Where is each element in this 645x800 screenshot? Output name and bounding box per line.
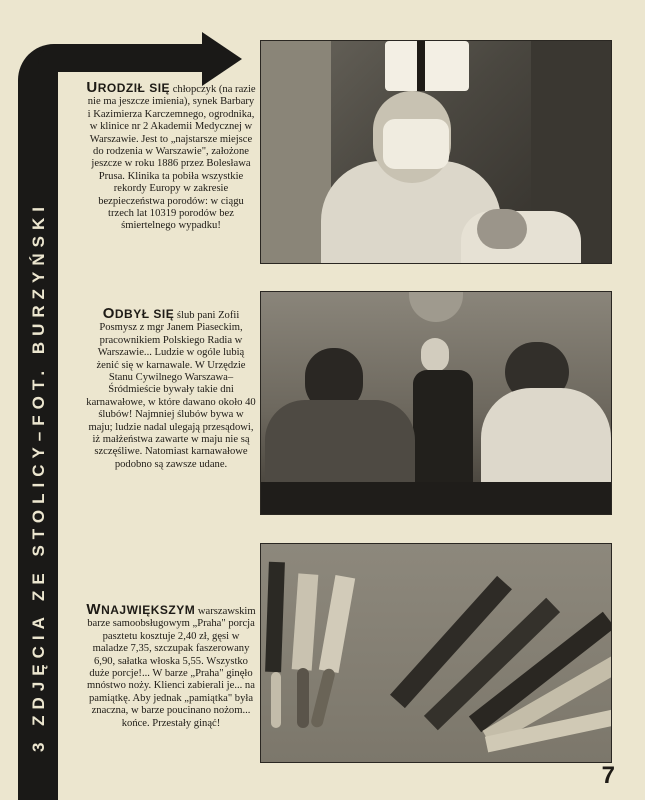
photo-knives: [260, 543, 612, 763]
article-body: chłopczyk (na razie nie ma jeszcze imienia), synek Barbary i Kazimierza Karczemnego, ogrodnika, w klinice nr 2 Akademii Medycznej w Warszawie. Jest to „najstarsze miejsce do rodzenia w Warszawie", założone jeszcze w roku 1886 przez Bolesława Prusa. Klinika ta pobiła wszystkie rekordy Europy w zakresie bezpieczeństwa porodów: w ciągu trzech lat 10319 porodów bez śmiertelnego wypadku!: [87, 84, 256, 232]
arrow-shaft: [38, 44, 206, 72]
article-lead: ODBYŁ SIĘ: [102, 305, 175, 322]
photo-nurse-newborn: [260, 40, 612, 264]
article-body: warszawskim barze samoobsługowym „Praha" porcja pasztetu kosztuje 2,40 zł, gęsi w maladze 7,35, szczupak faszerowany 6,90, sałatka włoska 5,55. Wszystko duże porcje!... W barze „Praha" ginęło mnóstwo noży. Klienci zabierali je... na pamiątkę. Aby jednak „pamiątka" była znaczna, w barze poucinano nożom... końce. Przestały ginąć!: [87, 606, 256, 729]
article-lead: WNAJWIĘKSZYM: [86, 601, 196, 618]
side-title: 3 ZDJĘCIA ZE STOLICY–FOT. BURZYŃSKI: [29, 201, 48, 752]
article-body: ślub pani Zofii Posmysz z mgr Janem Piaseckim, pracownikiem Polskiego Radia w Warszawie... Ludzie w ogóle lubią żenić się w karnawale. W Urzędzie Stanu Cywilnego Warszawa–Śródmieście bywały takie dni karnawałowe, w które dawano około 40 ślubów! Najmniej ślubów bywa w maju; ludzie nadal ulegają przesądowi, iż małżeństwa zawarte w maju nie są szczęśliwe. Natomiast karnawałowe podobno są zawsze udane.: [86, 310, 256, 470]
arrow-head: [202, 32, 242, 86]
page-number: 7: [601, 762, 615, 789]
article-birth: [86, 79, 256, 233]
photo-wedding-ceremony: [260, 291, 612, 515]
arrow-corner: [58, 72, 78, 94]
article-knives: [86, 601, 256, 730]
article-lead: URODZIŁ SIĘ: [86, 79, 171, 96]
article-wedding: [86, 305, 256, 471]
